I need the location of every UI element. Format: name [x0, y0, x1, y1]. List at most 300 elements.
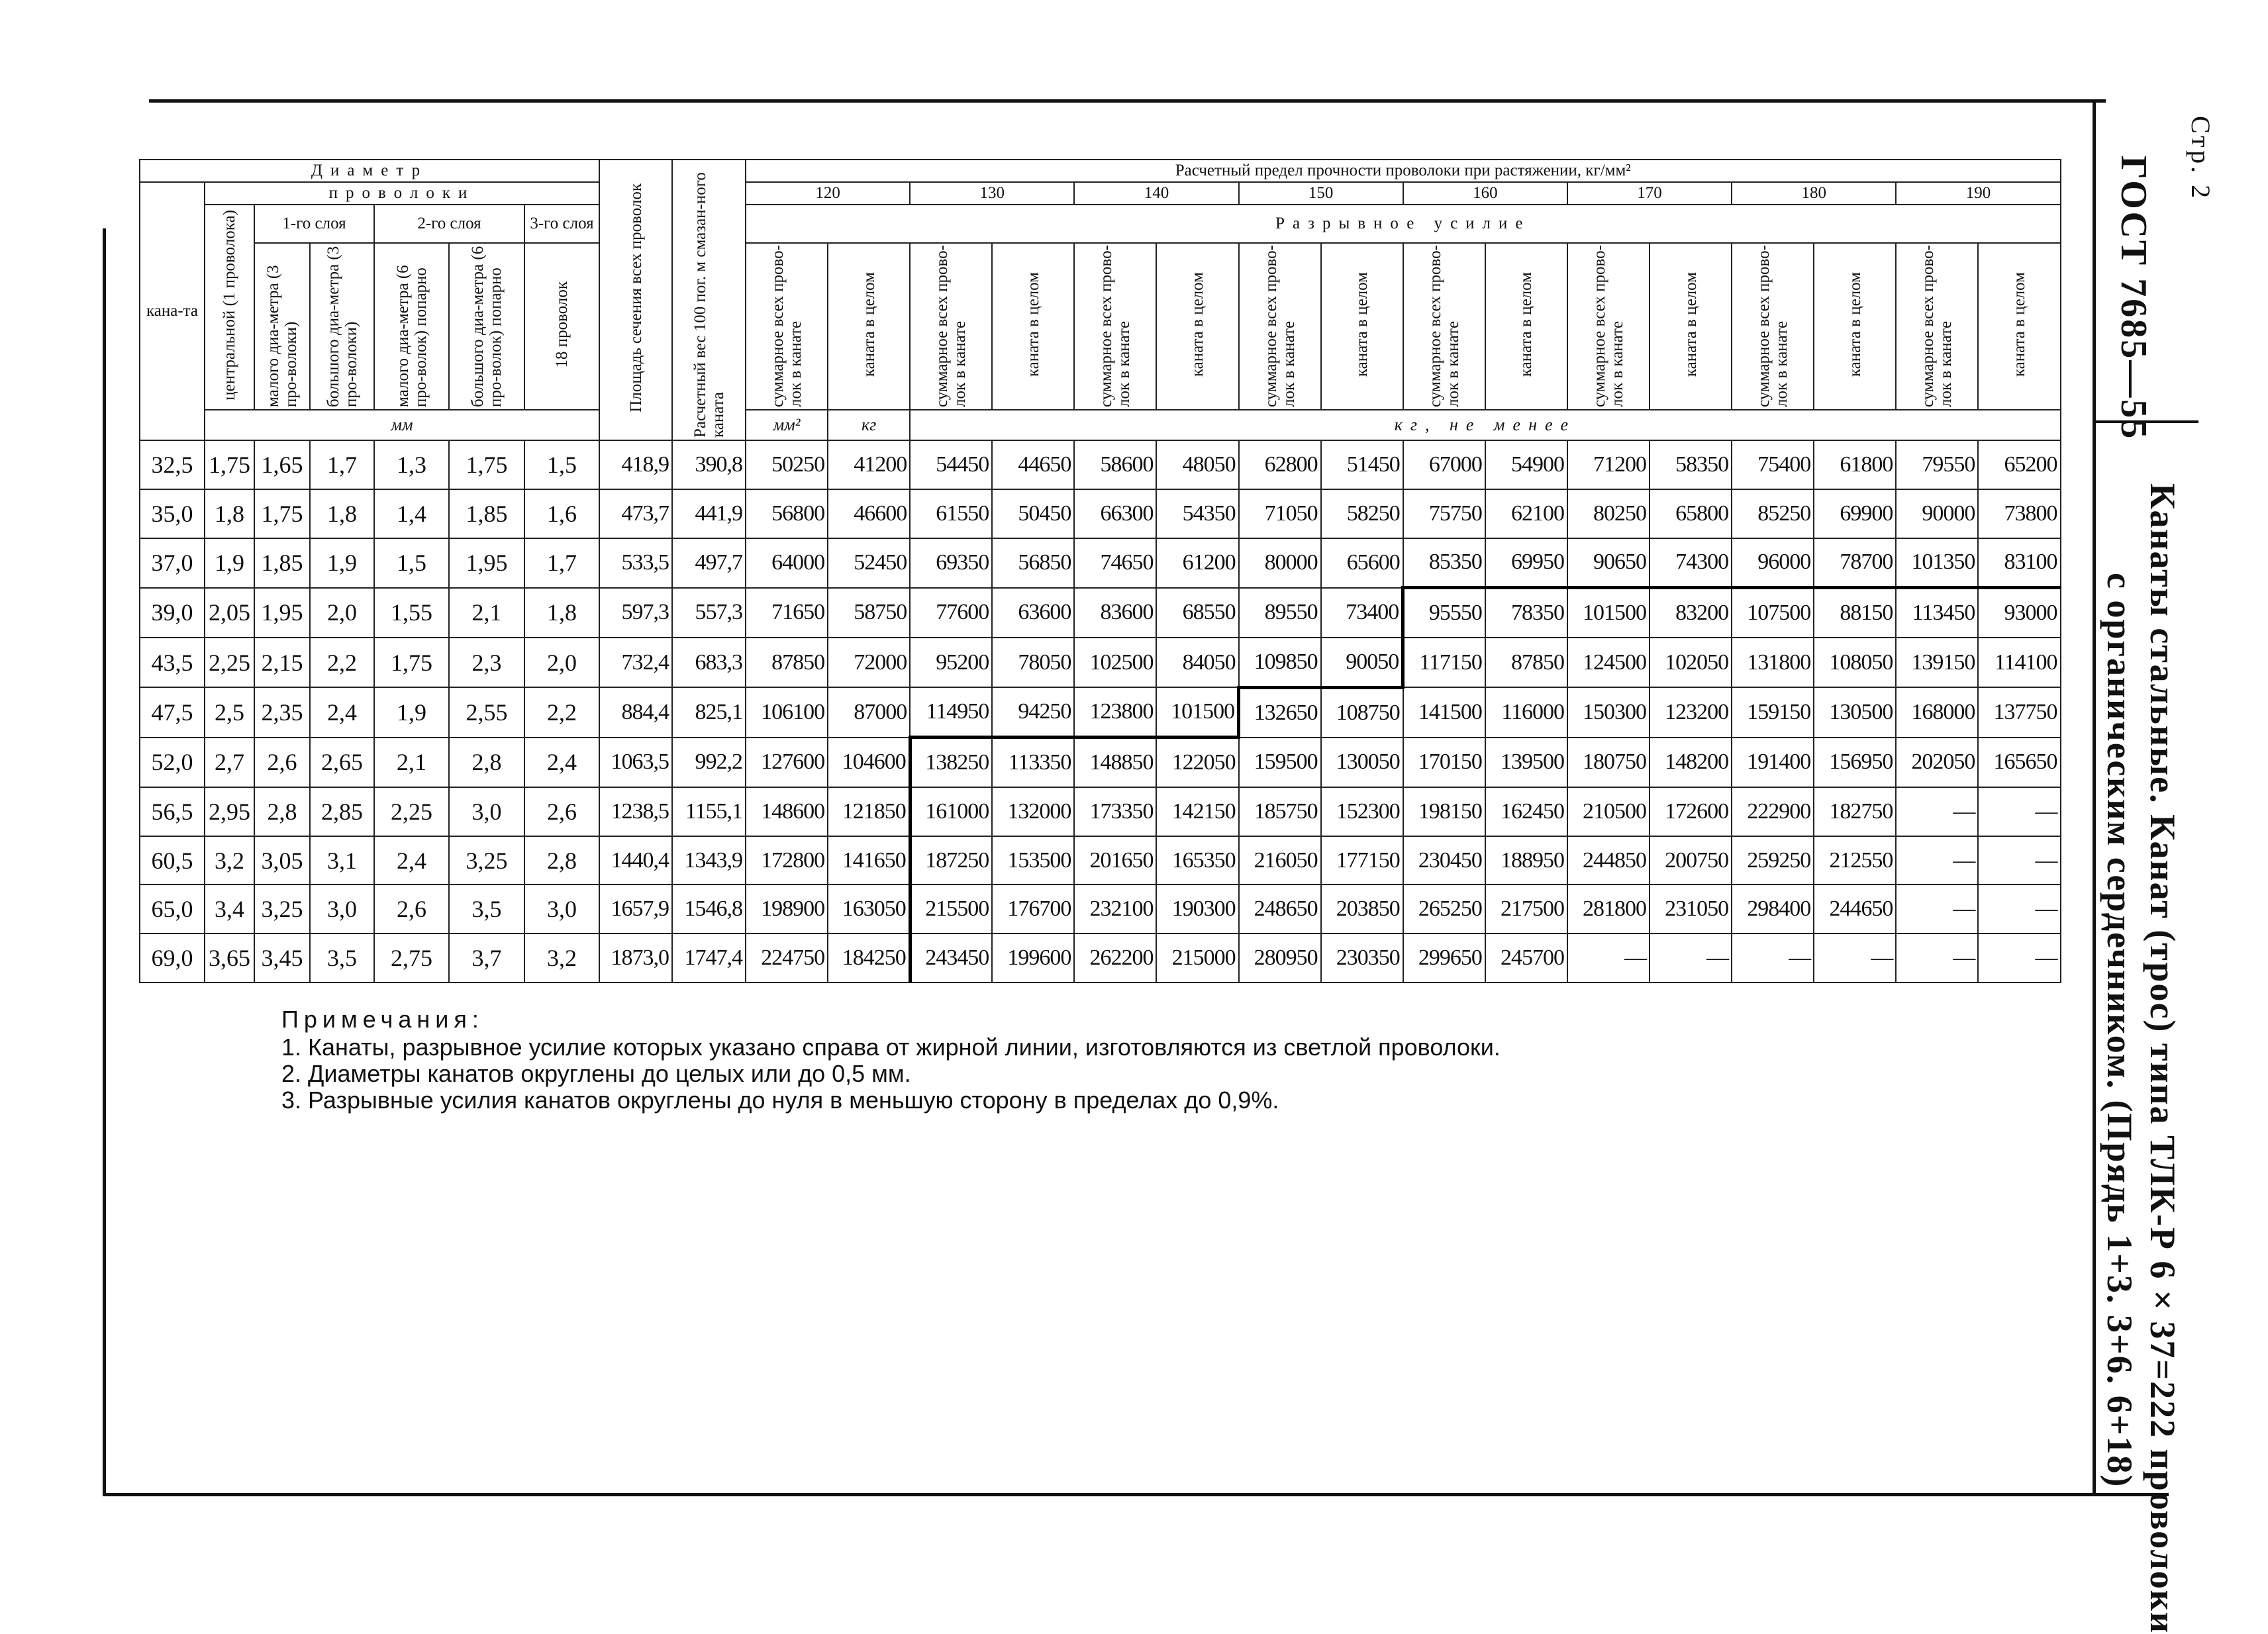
cell-force: 104600	[828, 738, 910, 787]
header-layer-2: 2-го слоя	[374, 205, 524, 243]
cell-value: 3,45	[254, 934, 310, 983]
cell-force: 73800	[1978, 489, 2060, 538]
cell-value: 2,55	[449, 687, 524, 737]
cell-force: 121850	[828, 787, 910, 836]
cell-force: 187250	[910, 836, 992, 885]
cell-force: 156950	[1814, 738, 1896, 787]
cell-value: 597,3	[599, 588, 672, 638]
cell-value: 1,85	[254, 538, 310, 588]
cell-force: 210500	[1567, 787, 1650, 836]
cell-value: 1,95	[449, 538, 524, 588]
cell-value: 1,4	[374, 489, 449, 538]
cell-value: 2,4	[524, 738, 599, 787]
cell-force: —	[1896, 934, 1978, 983]
cell-value: 2,65	[310, 738, 374, 787]
cell-force: 138250	[910, 738, 992, 787]
cell-force: —	[1896, 836, 1978, 885]
cell-force: 109850	[1239, 638, 1321, 687]
cell-force: 262200	[1074, 934, 1156, 983]
cell-value: 2,0	[524, 638, 599, 687]
cell-force: 212550	[1814, 836, 1896, 885]
cell-rope-diameter: 43,5	[140, 638, 205, 687]
cell-force: 203850	[1321, 885, 1403, 934]
cell-value: 732,4	[599, 638, 672, 687]
unit-kg: кг	[828, 410, 910, 440]
header-diameter: Диаметр	[140, 160, 599, 182]
cell-force: 65200	[1978, 440, 2060, 489]
cell-force: 191400	[1732, 738, 1814, 787]
page-number: Стр. 2	[2186, 116, 2216, 201]
table-row	[140, 885, 2061, 934]
cell-value: 2,95	[205, 787, 254, 836]
cell-value: 1,6	[524, 489, 599, 538]
cell-force: 159150	[1732, 687, 1814, 737]
table-row	[140, 588, 2061, 638]
cell-value: 2,5	[205, 687, 254, 737]
cell-force: 101500	[1567, 588, 1650, 638]
cell-value: 3,25	[254, 885, 310, 934]
cell-value: 3,65	[205, 934, 254, 983]
header-wires: проволоки	[205, 182, 599, 205]
cell-force: 265250	[1403, 885, 1485, 934]
cell-value: 1343,9	[672, 836, 746, 885]
cell-value: 1,75	[254, 489, 310, 538]
cell-force: 74650	[1074, 538, 1156, 588]
cell-force: 89550	[1239, 588, 1321, 638]
cell-force: 75400	[1732, 440, 1814, 489]
cell-force: 148200	[1650, 738, 1732, 787]
cell-rope-diameter: 35,0	[140, 489, 205, 538]
cell-force: 281800	[1567, 885, 1650, 934]
cell-force: 162450	[1485, 787, 1567, 836]
cell-force: 84050	[1156, 638, 1238, 687]
cell-force: 90000	[1896, 489, 1978, 538]
header-strength: Расчетный предел прочности проволоки при растяжении, кг/мм²	[746, 160, 2061, 182]
cell-force: 172600	[1650, 787, 1732, 836]
cell-value: 2,8	[254, 787, 310, 836]
cell-rope-diameter: 52,0	[140, 738, 205, 787]
table-row	[140, 836, 2061, 885]
cell-force: 85350	[1403, 538, 1485, 588]
header-sum-170: суммарное всех прово-лок в канате	[1567, 243, 1650, 410]
cell-force: 148600	[746, 787, 828, 836]
cell-force: 248650	[1239, 885, 1321, 934]
table-row	[140, 934, 2061, 983]
cell-value: 3,2	[205, 836, 254, 885]
cell-value: 1,75	[374, 638, 449, 687]
cell-value: 2,6	[254, 738, 310, 787]
cell-force: 95200	[910, 638, 992, 687]
cell-force: —	[1650, 934, 1732, 983]
cell-force: 122050	[1156, 738, 1238, 787]
cell-value: 1155,1	[672, 787, 746, 836]
cell-value: 2,6	[524, 787, 599, 836]
note-3: 3. Разрывные усилия канатов округлены до нуля в меньшую сторону в пределах до 0,9%.	[281, 1086, 1279, 1114]
cell-value: 1,75	[449, 440, 524, 489]
cell-value: 1,95	[254, 588, 310, 638]
cell-force: 87850	[1485, 638, 1567, 687]
table-row	[140, 489, 2061, 538]
cell-force: 58600	[1074, 440, 1156, 489]
frame-top-rule	[149, 99, 2106, 103]
table-row	[140, 738, 2061, 787]
cell-value: 3,5	[310, 934, 374, 983]
cell-value: 3,4	[205, 885, 254, 934]
table-row	[140, 538, 2061, 588]
cell-force: 165350	[1156, 836, 1238, 885]
header-whole-190: каната в целом	[1978, 243, 2060, 410]
cell-force: 78350	[1485, 588, 1567, 638]
cell-value: 1,85	[449, 489, 524, 538]
cell-force: 85250	[1732, 489, 1814, 538]
cell-value: 2,0	[310, 588, 374, 638]
cell-force: 176700	[992, 885, 1074, 934]
cell-force: 71200	[1567, 440, 1650, 489]
cell-force: 259250	[1732, 836, 1814, 885]
cell-force: 66300	[1074, 489, 1156, 538]
cell-force: 142150	[1156, 787, 1238, 836]
cell-force: —	[1978, 885, 2060, 934]
header-l2-large: большого диа-метра (6 про-волок) попарно	[449, 243, 524, 410]
cell-force: 61200	[1156, 538, 1238, 588]
cell-value: 2,75	[374, 934, 449, 983]
cell-force: 48050	[1156, 440, 1238, 489]
cell-force: 58750	[828, 588, 910, 638]
cell-force: 198150	[1403, 787, 1485, 836]
cell-force: 102500	[1074, 638, 1156, 687]
unit-mm2: мм²	[746, 410, 828, 440]
cell-force: 96000	[1732, 538, 1814, 588]
cell-value: 2,85	[310, 787, 374, 836]
cell-force: 90050	[1321, 638, 1403, 687]
cell-force: 127600	[746, 738, 828, 787]
grade-160: 160	[1403, 182, 1567, 205]
cell-force: 182750	[1814, 787, 1896, 836]
cell-value: 1238,5	[599, 787, 672, 836]
notes	[281, 1006, 1501, 1114]
cell-value: 1657,9	[599, 885, 672, 934]
cell-force: 215000	[1156, 934, 1238, 983]
cell-force: —	[1978, 934, 2060, 983]
cell-force: 93000	[1978, 588, 2060, 638]
cell-force: 224750	[746, 934, 828, 983]
header-central: центральной (1 проволока)	[205, 205, 254, 410]
header-whole-180: каната в целом	[1814, 243, 1896, 410]
cell-value: 1,9	[205, 538, 254, 588]
cell-force: 185750	[1239, 787, 1321, 836]
grade-180: 180	[1732, 182, 1896, 205]
cell-force: 201650	[1074, 836, 1156, 885]
cell-force: 80250	[1567, 489, 1650, 538]
cell-value: 1,8	[310, 489, 374, 538]
cell-value: 2,8	[524, 836, 599, 885]
cell-force: 107500	[1732, 588, 1814, 638]
cell-force: 131800	[1732, 638, 1814, 687]
cell-force: 150300	[1567, 687, 1650, 737]
cell-value: 2,6	[374, 885, 449, 934]
cell-value: 1,5	[524, 440, 599, 489]
cell-value: 2,8	[449, 738, 524, 787]
cell-value: 884,4	[599, 687, 672, 737]
cell-force: 198900	[746, 885, 828, 934]
cell-value: 1747,4	[672, 934, 746, 983]
header-area: Площадь сечения всех проволок	[599, 160, 672, 440]
cell-force: 87850	[746, 638, 828, 687]
cell-force: 180750	[1567, 738, 1650, 787]
header-l1-small: малого диа-метра (3 про-волоки)	[254, 243, 310, 410]
grade-130: 130	[910, 182, 1074, 205]
cell-value: 441,9	[672, 489, 746, 538]
header-weight: Расчетный вес 100 пог. м смазан-ного каната	[672, 160, 746, 440]
note-2: 2. Диаметры канатов округлены до целых или до 0,5 мм.	[281, 1060, 911, 1087]
cell-force: 54900	[1485, 440, 1567, 489]
cell-force: 83200	[1650, 588, 1732, 638]
cell-force: 244850	[1567, 836, 1650, 885]
cell-value: 3,0	[449, 787, 524, 836]
cell-value: 3,25	[449, 836, 524, 885]
title-line-1: Канаты стальные. Канат (трос) типа ТЛК-Р 6×37=222 проволоки	[2143, 483, 2183, 1634]
cell-force: 141650	[828, 836, 910, 885]
rope-spec-table	[139, 159, 2061, 983]
cell-force: 200750	[1650, 836, 1732, 885]
cell-force: 54350	[1156, 489, 1238, 538]
header-sum-120: суммарное всех прово-лок в канате	[746, 243, 828, 410]
cell-force: 217500	[1485, 885, 1567, 934]
cell-value: 557,3	[672, 588, 746, 638]
cell-force: 52450	[828, 538, 910, 588]
cell-force: 62800	[1239, 440, 1321, 489]
cell-force: 83600	[1074, 588, 1156, 638]
cell-value: 390,8	[672, 440, 746, 489]
cell-value: 3,05	[254, 836, 310, 885]
cell-force: 113350	[992, 738, 1074, 787]
cell-force: 50250	[746, 440, 828, 489]
cell-value: 1,5	[374, 538, 449, 588]
cell-force: 58350	[1650, 440, 1732, 489]
cell-value: 2,15	[254, 638, 310, 687]
cell-force: 101500	[1156, 687, 1238, 737]
unit-mm: мм	[205, 410, 599, 440]
cell-force: 188950	[1485, 836, 1567, 885]
cell-rope-diameter: 39,0	[140, 588, 205, 638]
cell-force: 123800	[1074, 687, 1156, 737]
cell-force: —	[1732, 934, 1814, 983]
header-layer-1: 1-го слоя	[254, 205, 374, 243]
cell-force: 159500	[1239, 738, 1321, 787]
cell-force: 64000	[746, 538, 828, 588]
cell-value: 2,25	[205, 638, 254, 687]
cell-force: 132000	[992, 787, 1074, 836]
cell-value: 1063,5	[599, 738, 672, 787]
header-rope: кана-та	[140, 182, 205, 440]
frame-right-rule	[2093, 99, 2096, 1496]
cell-force: 78700	[1814, 538, 1896, 588]
cell-force: 101350	[1896, 538, 1978, 588]
cell-value: 497,7	[672, 538, 746, 588]
cell-value: 2,2	[524, 687, 599, 737]
cell-force: 168000	[1896, 687, 1978, 737]
cell-value: 825,1	[672, 687, 746, 737]
table-row	[140, 687, 2061, 737]
cell-value: 1,7	[524, 538, 599, 588]
cell-force: 71050	[1239, 489, 1321, 538]
cell-force: 80000	[1239, 538, 1321, 588]
cell-force: 74300	[1650, 538, 1732, 588]
header-whole-170: каната в целом	[1650, 243, 1732, 410]
cell-force: 137750	[1978, 687, 2060, 737]
table-body	[140, 440, 2061, 983]
cell-value: 3,0	[524, 885, 599, 934]
cell-force: 139150	[1896, 638, 1978, 687]
cell-force: 161000	[910, 787, 992, 836]
cell-value: 683,3	[672, 638, 746, 687]
frame-left-rule	[103, 228, 106, 1496]
cell-force: —	[1978, 787, 2060, 836]
cell-value: 2,3	[449, 638, 524, 687]
cell-value: 3,1	[310, 836, 374, 885]
cell-value: 1546,8	[672, 885, 746, 934]
cell-rope-diameter: 37,0	[140, 538, 205, 588]
cell-force: —	[1978, 836, 2060, 885]
cell-force: 77600	[910, 588, 992, 638]
cell-force: 184250	[828, 934, 910, 983]
header-breaking-force: Разрывное усилие	[746, 205, 2061, 243]
header-whole-150: каната в целом	[1321, 243, 1403, 410]
cell-force: 130500	[1814, 687, 1896, 737]
cell-rope-diameter: 32,5	[140, 440, 205, 489]
cell-force: 299650	[1403, 934, 1485, 983]
cell-force: 62100	[1485, 489, 1567, 538]
cell-force: 87000	[828, 687, 910, 737]
cell-value: 992,2	[672, 738, 746, 787]
header-sum-130: суммарное всех прово-лок в канате	[910, 243, 992, 410]
cell-force: 68550	[1156, 588, 1238, 638]
cell-value: 1,8	[205, 489, 254, 538]
cell-force: 114100	[1978, 638, 2060, 687]
cell-force: 170150	[1403, 738, 1485, 787]
cell-force: 117150	[1403, 638, 1485, 687]
cell-force: 190300	[1156, 885, 1238, 934]
cell-force: 173350	[1074, 787, 1156, 836]
cell-force: 130050	[1321, 738, 1403, 787]
cell-force: 124500	[1567, 638, 1650, 687]
cell-force: —	[1814, 934, 1896, 983]
cell-force: 116000	[1485, 687, 1567, 737]
header-layer-3: 3-го слоя	[524, 205, 599, 243]
cell-force: 245700	[1485, 934, 1567, 983]
cell-force: —	[1896, 787, 1978, 836]
gost-number: ГОСТ 7685—55	[2113, 156, 2154, 441]
cell-force: 106100	[746, 687, 828, 737]
header-l2-small: малого диа-метра (6 про-волок) попарно	[374, 243, 449, 410]
cell-value: 1,3	[374, 440, 449, 489]
cell-force: 94250	[992, 687, 1074, 737]
header-whole-140: каната в целом	[1156, 243, 1238, 410]
cell-force: —	[1896, 885, 1978, 934]
cell-force: 58250	[1321, 489, 1403, 538]
header-sum-140: суммарное всех прово-лок в канате	[1074, 243, 1156, 410]
note-1: 1. Канаты, разрывное усилие которых указано справа от жирной линии, изготовляются из светлой проволоки.	[281, 1033, 1501, 1061]
cell-force: 243450	[910, 934, 992, 983]
cell-force: 298400	[1732, 885, 1814, 934]
cell-force: 61550	[910, 489, 992, 538]
cell-value: 2,7	[205, 738, 254, 787]
cell-force: 231050	[1650, 885, 1732, 934]
cell-force: 153500	[992, 836, 1074, 885]
cell-force: 50450	[992, 489, 1074, 538]
cell-value: 1,9	[310, 538, 374, 588]
cell-force: 102050	[1650, 638, 1732, 687]
cell-force: 141500	[1403, 687, 1485, 737]
cell-force: 78050	[992, 638, 1074, 687]
grade-120: 120	[746, 182, 910, 205]
unit-kg-min: кг, не менее	[910, 410, 2060, 440]
cell-value: 2,1	[449, 588, 524, 638]
cell-value: 418,9	[599, 440, 672, 489]
grade-170: 170	[1567, 182, 1732, 205]
cell-force: 108050	[1814, 638, 1896, 687]
cell-force: 199600	[992, 934, 1074, 983]
header-sum-190: суммарное всех прово-лок в канате	[1896, 243, 1978, 410]
cell-force: 69350	[910, 538, 992, 588]
cell-value: 3,0	[310, 885, 374, 934]
cell-value: 2,4	[310, 687, 374, 737]
table-row	[140, 440, 2061, 489]
cell-force: 230350	[1321, 934, 1403, 983]
cell-value: 3,5	[449, 885, 524, 934]
cell-force: 280950	[1239, 934, 1321, 983]
header-l1-large: большого диа-метра (3 про-волоки)	[310, 243, 374, 410]
cell-force: 139500	[1485, 738, 1567, 787]
cell-value: 2,35	[254, 687, 310, 737]
cell-force: 90650	[1567, 538, 1650, 588]
cell-force: —	[1567, 934, 1650, 983]
cell-force: 230450	[1403, 836, 1485, 885]
cell-value: 473,7	[599, 489, 672, 538]
cell-force: 54450	[910, 440, 992, 489]
cell-value: 533,5	[599, 538, 672, 588]
table-row	[140, 638, 2061, 687]
notes-title: Примечания:	[281, 1006, 484, 1033]
cell-rope-diameter: 60,5	[140, 836, 205, 885]
cell-value: 3,7	[449, 934, 524, 983]
cell-value: 2,25	[374, 787, 449, 836]
header-whole-160: каната в целом	[1485, 243, 1567, 410]
cell-force: 202050	[1896, 738, 1978, 787]
header-whole-130: каната в целом	[992, 243, 1074, 410]
cell-force: 75750	[1403, 489, 1485, 538]
header-sum-180: суммарное всех прово-лок в канате	[1732, 243, 1814, 410]
cell-force: 123200	[1650, 687, 1732, 737]
cell-force: 114950	[910, 687, 992, 737]
cell-value: 1,65	[254, 440, 310, 489]
cell-force: 56800	[746, 489, 828, 538]
cell-force: 61800	[1814, 440, 1896, 489]
cell-force: 41200	[828, 440, 910, 489]
cell-force: 148850	[1074, 738, 1156, 787]
cell-force: 51450	[1321, 440, 1403, 489]
grade-140: 140	[1074, 182, 1238, 205]
cell-force: 244650	[1814, 885, 1896, 934]
table-row	[140, 787, 2061, 836]
cell-force: 132650	[1239, 687, 1321, 737]
cell-force: 46600	[828, 489, 910, 538]
cell-force: 56850	[992, 538, 1074, 588]
cell-force: 44650	[992, 440, 1074, 489]
cell-force: 216050	[1239, 836, 1321, 885]
header-sum-150: суммарное всех прово-лок в канате	[1239, 243, 1321, 410]
grade-150: 150	[1239, 182, 1403, 205]
